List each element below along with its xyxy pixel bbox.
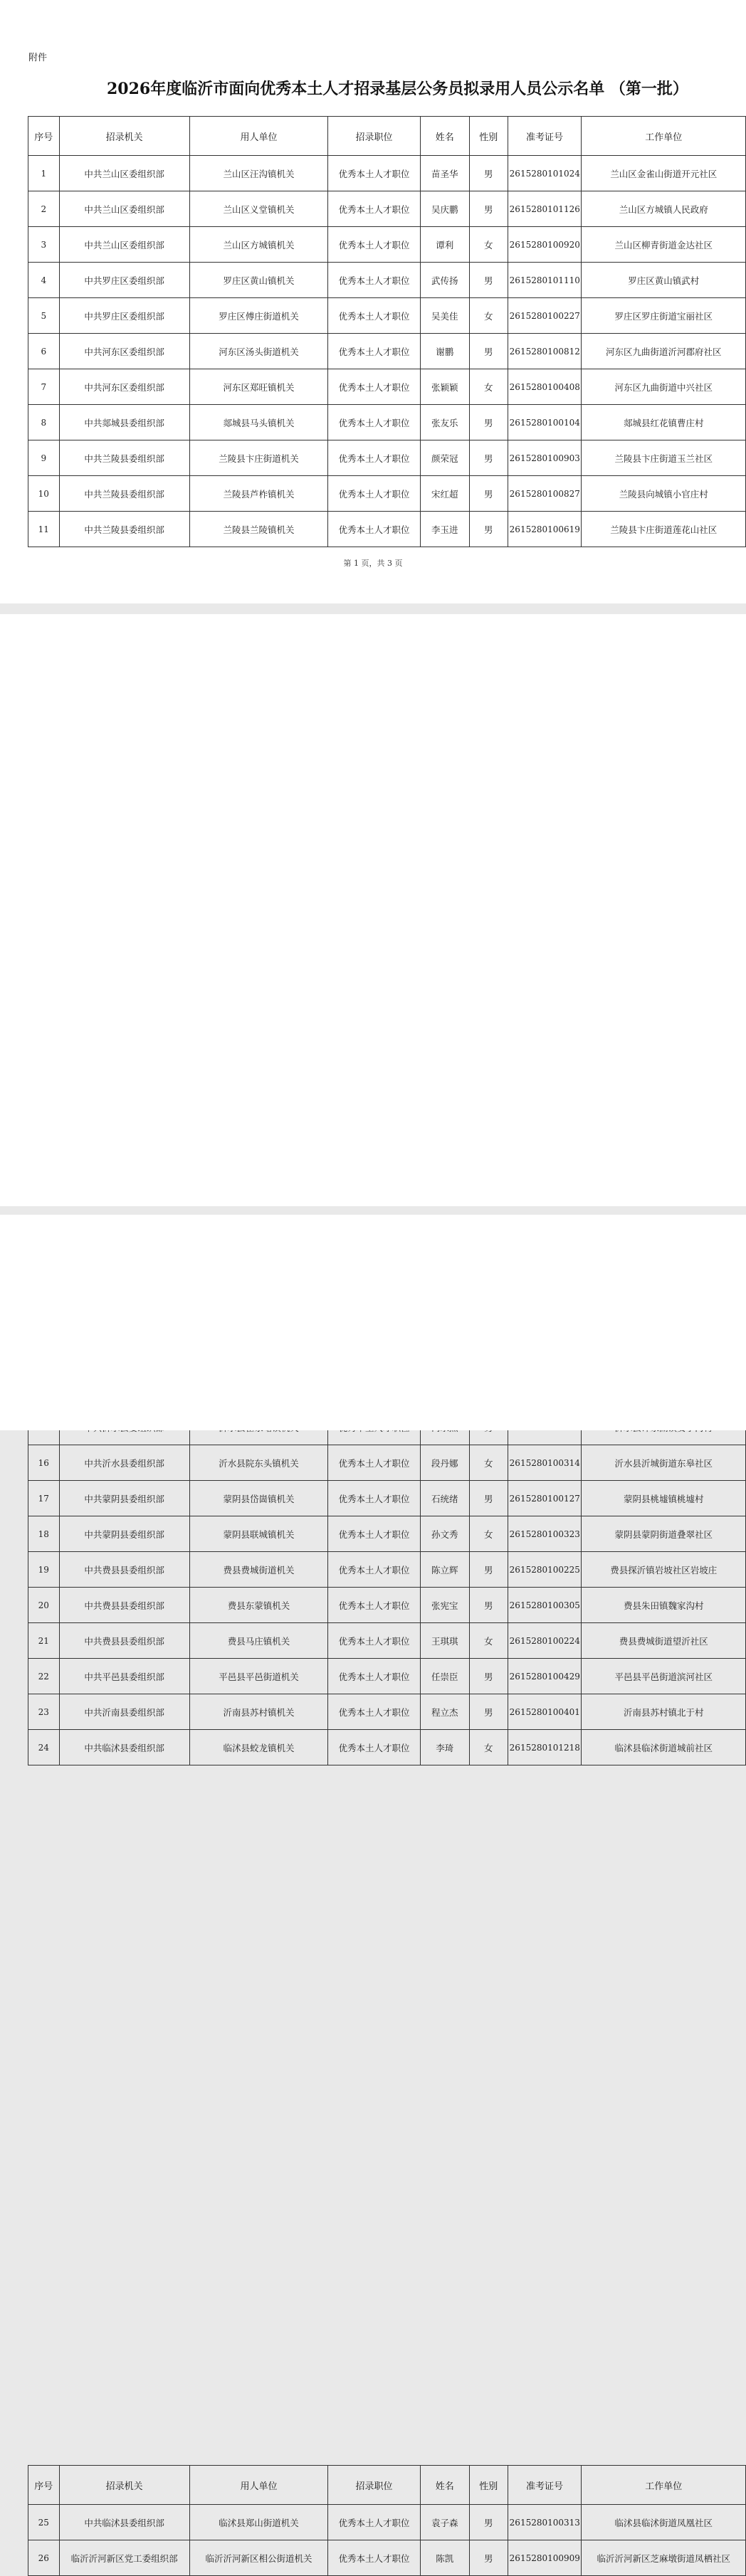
cell-name: 张宪宝 xyxy=(420,1588,469,1623)
cell-gender: 男 xyxy=(469,1659,508,1694)
header-recruiting-org: 招录机关 xyxy=(59,2466,189,2505)
cell-name: 李琦 xyxy=(420,1730,469,1765)
cell-employer: 兰山区方城镇机关 xyxy=(189,227,328,263)
cell-recruiting-org: 中共罗庄区委组织部 xyxy=(59,263,189,298)
cell-seq: 2 xyxy=(28,191,60,227)
cell-employer: 兰山区汪沟镇机关 xyxy=(189,156,328,191)
cell-exam-id: 2615280100920 xyxy=(508,227,582,263)
cell-gender: 女 xyxy=(469,227,508,263)
cell-recruiting-org: 中共蒙阴县委组织部 xyxy=(59,1481,189,1516)
cell-exam-id: 2615280100408 xyxy=(508,369,582,405)
cell-position: 优秀本土人才职位 xyxy=(328,1694,420,1730)
cell-exam-id: 2615280100619 xyxy=(508,512,582,547)
cell-work-unit: 临沭县临沭街道城前社区 xyxy=(582,1730,746,1765)
cell-position: 优秀本土人才职位 xyxy=(328,1552,420,1588)
cell-work-unit: 费县朱田镇魏家沟村 xyxy=(582,1588,746,1623)
cell-gender: 男 xyxy=(469,1588,508,1623)
cell-exam-id: 2615280100313 xyxy=(508,2505,582,2540)
table-row xyxy=(28,369,746,405)
cell-name: 谢鹏 xyxy=(420,334,469,369)
cell-gender: 男 xyxy=(469,476,508,512)
cell-exam-id: 2615280101218 xyxy=(508,1730,582,1765)
table-row xyxy=(28,227,746,263)
cell-recruiting-org: 中共沂水县委组织部 xyxy=(59,1445,189,1481)
cell-exam-id: 2615280100305 xyxy=(508,1588,582,1623)
header-name: 姓名 xyxy=(420,2466,469,2505)
cell-gender: 男 xyxy=(469,512,508,547)
cell-seq: 16 xyxy=(28,1445,60,1481)
cell-recruiting-org: 临沂沂河新区党工委组织部 xyxy=(59,2540,189,2576)
cell-employer: 河东区郑旺镇机关 xyxy=(189,369,328,405)
cell-gender: 女 xyxy=(469,1730,508,1765)
cell-exam-id: 2615280100127 xyxy=(508,1481,582,1516)
cell-seq: 24 xyxy=(28,1730,60,1765)
table-row xyxy=(28,191,746,227)
cell-employer: 罗庄区傅庄街道机关 xyxy=(189,298,328,334)
cell-recruiting-org: 中共平邑县委组织部 xyxy=(59,1659,189,1694)
cell-seq: 8 xyxy=(28,405,60,440)
header-gender: 性别 xyxy=(469,117,508,156)
table-row xyxy=(28,334,746,369)
cell-gender: 男 xyxy=(469,440,508,476)
cell-work-unit: 兰陵县向城镇小官庄村 xyxy=(582,476,746,512)
cell-name: 袁子森 xyxy=(420,2505,469,2540)
page-footer: 第 1 页，共 3 页 xyxy=(343,559,403,568)
cell-name: 程立杰 xyxy=(420,1694,469,1730)
cell-employer: 沂南县苏村镇机关 xyxy=(189,1694,328,1730)
cell-gender: 男 xyxy=(469,1694,508,1730)
cell-recruiting-org: 中共临沭县委组织部 xyxy=(59,2505,189,2540)
cell-employer: 河东区汤头街道机关 xyxy=(189,334,328,369)
cell-recruiting-org: 中共河东区委组织部 xyxy=(59,334,189,369)
cell-work-unit: 兰山区金雀山街道开元社区 xyxy=(582,156,746,191)
cell-name: 李玉进 xyxy=(420,512,469,547)
cell-employer: 费县费城街道机关 xyxy=(189,1552,328,1588)
cell-seq: 5 xyxy=(28,298,60,334)
header-employer: 用人单位 xyxy=(189,2466,328,2505)
cell-work-unit: 兰山区柳青街道金达社区 xyxy=(582,227,746,263)
cell-position: 优秀本土人才职位 xyxy=(328,2540,420,2576)
header-name: 姓名 xyxy=(420,117,469,156)
cell-seq: 1 xyxy=(28,156,60,191)
attachment-label: 附件 xyxy=(28,53,48,63)
cell-exam-id: 2615280100429 xyxy=(508,1659,582,1694)
cell-name: 谭利 xyxy=(420,227,469,263)
cell-name: 张友乐 xyxy=(420,405,469,440)
cell-name: 段丹娜 xyxy=(420,1445,469,1481)
cell-exam-id: 2615280100104 xyxy=(508,405,582,440)
cell-recruiting-org: 中共费县县委组织部 xyxy=(59,1588,189,1623)
cell-recruiting-org: 中共兰山区委组织部 xyxy=(59,227,189,263)
cell-exam-id: 2615280100812 xyxy=(508,334,582,369)
table-row xyxy=(28,1481,746,1516)
cell-gender: 男 xyxy=(469,334,508,369)
cell-employer: 兰陵县兰陵镇机关 xyxy=(189,512,328,547)
cell-name: 苗圣华 xyxy=(420,156,469,191)
table-row xyxy=(28,1730,746,1765)
table-header-row xyxy=(28,117,746,156)
header-work-unit: 工作单位 xyxy=(582,117,746,156)
cell-employer: 蒙阴县联城镇机关 xyxy=(189,1516,328,1552)
table-row xyxy=(28,405,746,440)
header-position: 招录职位 xyxy=(328,2466,420,2505)
cell-exam-id: 2615280100224 xyxy=(508,1623,582,1659)
cell-seq: 7 xyxy=(28,369,60,405)
cell-seq: 21 xyxy=(28,1623,60,1659)
header-employer: 用人单位 xyxy=(189,117,328,156)
cell-name: 吴美佳 xyxy=(420,298,469,334)
table-header-row xyxy=(28,2466,746,2505)
cell-name: 张颖颖 xyxy=(420,369,469,405)
cell-seq: 22 xyxy=(28,1659,60,1694)
cell-employer: 临沭县郑山街道机关 xyxy=(189,2505,328,2540)
cell-employer: 兰山区义堂镇机关 xyxy=(189,191,328,227)
cell-employer: 平邑县平邑街道机关 xyxy=(189,1659,328,1694)
cell-name: 王琪琪 xyxy=(420,1623,469,1659)
cell-work-unit: 郯城县红花镇曹庄村 xyxy=(582,405,746,440)
cell-gender: 女 xyxy=(469,1516,508,1552)
cell-gender: 男 xyxy=(469,191,508,227)
cell-recruiting-org: 中共费县县委组织部 xyxy=(59,1552,189,1588)
cell-position: 优秀本土人才职位 xyxy=(328,191,420,227)
cell-work-unit: 蒙阴县蒙阴街道叠翠社区 xyxy=(582,1516,746,1552)
document-page-2 xyxy=(0,614,746,1753)
cell-work-unit: 平邑县平邑街道滨河社区 xyxy=(582,1659,746,1694)
cell-work-unit: 兰山区方城镇人民政府 xyxy=(582,191,746,227)
cell-recruiting-org: 中共临沭县委组织部 xyxy=(59,1730,189,1765)
cell-recruiting-org: 中共河东区委组织部 xyxy=(59,369,189,405)
cell-exam-id: 2615280100323 xyxy=(508,1516,582,1552)
cell-seq: 26 xyxy=(28,2540,60,2576)
cell-seq: 11 xyxy=(28,512,60,547)
cell-name: 陈立辉 xyxy=(420,1552,469,1588)
cell-seq: 19 xyxy=(28,1552,60,1588)
cell-recruiting-org: 中共兰陵县委组织部 xyxy=(59,512,189,547)
table-row xyxy=(28,1623,746,1659)
cell-employer: 临沂沂河新区相公街道机关 xyxy=(189,2540,328,2576)
cell-work-unit: 临沂沂河新区芝麻墩街道凤栖社区 xyxy=(582,2540,746,2576)
cell-gender: 男 xyxy=(469,2540,508,2576)
cell-gender: 女 xyxy=(469,298,508,334)
cell-employer: 临沭县蛟龙镇机关 xyxy=(189,1730,328,1765)
cell-position: 优秀本土人才职位 xyxy=(328,263,420,298)
header-exam-id: 准考证号 xyxy=(508,117,582,156)
cell-exam-id: 2615280101126 xyxy=(508,191,582,227)
roster-table-page-3 xyxy=(28,2465,746,2576)
cell-position: 优秀本土人才职位 xyxy=(328,227,420,263)
document-page-1 xyxy=(0,0,746,603)
table-row xyxy=(28,1516,746,1552)
cell-position: 优秀本土人才职位 xyxy=(328,1445,420,1481)
cell-employer: 郯城县马头镇机关 xyxy=(189,405,328,440)
cell-work-unit: 蒙阴县桃墟镇桃墟村 xyxy=(582,1481,746,1516)
cell-position: 优秀本土人才职位 xyxy=(328,476,420,512)
header-position: 招录职位 xyxy=(328,117,420,156)
cell-seq: 6 xyxy=(28,334,60,369)
cell-seq: 25 xyxy=(28,2505,60,2540)
cell-position: 优秀本土人才职位 xyxy=(328,405,420,440)
cell-gender: 男 xyxy=(469,156,508,191)
table-row xyxy=(28,2505,746,2540)
cell-gender: 男 xyxy=(469,2505,508,2540)
cell-recruiting-org: 中共兰陵县委组织部 xyxy=(59,476,189,512)
cell-work-unit: 兰陵县卞庄街道玉兰社区 xyxy=(582,440,746,476)
cell-work-unit: 罗庄区罗庄街道宝丽社区 xyxy=(582,298,746,334)
cell-employer: 兰陵县卞庄街道机关 xyxy=(189,440,328,476)
cell-gender: 女 xyxy=(469,1445,508,1481)
cell-name: 石统绪 xyxy=(420,1481,469,1516)
roster-table-page-1 xyxy=(28,116,746,547)
cell-work-unit: 沂南县苏村镇北于村 xyxy=(582,1694,746,1730)
cell-gender: 女 xyxy=(469,369,508,405)
cell-recruiting-org: 中共兰山区委组织部 xyxy=(59,156,189,191)
cell-position: 优秀本土人才职位 xyxy=(328,2505,420,2540)
cell-position: 优秀本土人才职位 xyxy=(328,298,420,334)
cell-name: 任崇臣 xyxy=(420,1659,469,1694)
cell-position: 优秀本土人才职位 xyxy=(328,1659,420,1694)
cell-position: 优秀本土人才职位 xyxy=(328,156,420,191)
cell-exam-id: 2615280100909 xyxy=(508,2540,582,2576)
cell-employer: 蒙阴县岱崮镇机关 xyxy=(189,1481,328,1516)
header-seq: 序号 xyxy=(28,117,60,156)
cell-position: 优秀本土人才职位 xyxy=(328,1588,420,1623)
table-row xyxy=(28,440,746,476)
cell-work-unit: 临沭县临沭街道凤凰社区 xyxy=(582,2505,746,2540)
cell-seq: 10 xyxy=(28,476,60,512)
cell-recruiting-org: 中共费县县委组织部 xyxy=(59,1623,189,1659)
cell-name: 宋红超 xyxy=(420,476,469,512)
header-recruiting-org: 招录机关 xyxy=(59,117,189,156)
table-row xyxy=(28,1694,746,1730)
table-row xyxy=(28,156,746,191)
cell-seq: 9 xyxy=(28,440,60,476)
cell-recruiting-org: 中共沂南县委组织部 xyxy=(59,1694,189,1730)
cell-position: 优秀本土人才职位 xyxy=(328,1516,420,1552)
table-row xyxy=(28,2540,746,2576)
cell-position: 优秀本土人才职位 xyxy=(328,369,420,405)
cell-seq: 3 xyxy=(28,227,60,263)
cell-employer: 费县马庄镇机关 xyxy=(189,1623,328,1659)
cell-name: 吴庆鹏 xyxy=(420,191,469,227)
cell-name: 孙文秀 xyxy=(420,1516,469,1552)
cell-seq: 18 xyxy=(28,1516,60,1552)
cell-position: 优秀本土人才职位 xyxy=(328,1730,420,1765)
cell-recruiting-org: 中共蒙阴县委组织部 xyxy=(59,1516,189,1552)
cell-recruiting-org: 中共郯城县委组织部 xyxy=(59,405,189,440)
cell-work-unit: 罗庄区黄山镇武村 xyxy=(582,263,746,298)
cell-work-unit: 兰陵县卞庄街道莲花山社区 xyxy=(582,512,746,547)
cell-recruiting-org: 中共罗庄区委组织部 xyxy=(59,298,189,334)
cell-seq: 23 xyxy=(28,1694,60,1730)
cell-exam-id: 2615280100314 xyxy=(508,1445,582,1481)
table-row xyxy=(28,512,746,547)
header-gender: 性别 xyxy=(469,2466,508,2505)
table-row xyxy=(28,1552,746,1588)
cell-exam-id: 2615280100903 xyxy=(508,440,582,476)
cell-position: 优秀本土人才职位 xyxy=(328,440,420,476)
cell-work-unit: 河东区九曲街道沂河郡府社区 xyxy=(582,334,746,369)
table-row xyxy=(28,1659,746,1694)
cell-gender: 男 xyxy=(469,405,508,440)
cell-recruiting-org: 中共兰山区委组织部 xyxy=(59,191,189,227)
cell-name: 陈凯 xyxy=(420,2540,469,2576)
table-row xyxy=(28,1588,746,1623)
cell-employer: 兰陵县芦柞镇机关 xyxy=(189,476,328,512)
cell-work-unit: 沂水县沂城街道东皋社区 xyxy=(582,1445,746,1481)
cell-employer: 沂水县院东头镇机关 xyxy=(189,1445,328,1481)
header-work-unit: 工作单位 xyxy=(582,2466,746,2505)
cell-position: 优秀本土人才职位 xyxy=(328,1481,420,1516)
header-seq: 序号 xyxy=(28,2466,60,2505)
header-exam-id: 准考证号 xyxy=(508,2466,582,2505)
table-row xyxy=(28,476,746,512)
document-title: 2026年度临沂市面向优秀本土人才招录基层公务员拟录用人员公示名单 （第一批） xyxy=(107,80,688,98)
cell-exam-id: 2615280100401 xyxy=(508,1694,582,1730)
cell-exam-id: 2615280100227 xyxy=(508,298,582,334)
cell-seq: 4 xyxy=(28,263,60,298)
cell-exam-id: 2615280100225 xyxy=(508,1552,582,1588)
cell-work-unit: 费县费城街道望沂社区 xyxy=(582,1623,746,1659)
cell-seq: 20 xyxy=(28,1588,60,1623)
cell-position: 优秀本土人才职位 xyxy=(328,334,420,369)
cell-position: 优秀本土人才职位 xyxy=(328,1623,420,1659)
cell-gender: 男 xyxy=(469,263,508,298)
cell-recruiting-org: 中共兰陵县委组织部 xyxy=(59,440,189,476)
cell-employer: 费县东蒙镇机关 xyxy=(189,1588,328,1623)
cell-name: 颜荣冠 xyxy=(420,440,469,476)
cell-name: 武传扬 xyxy=(420,263,469,298)
cell-gender: 男 xyxy=(469,1552,508,1588)
cell-exam-id: 2615280101024 xyxy=(508,156,582,191)
cell-exam-id: 2615280101110 xyxy=(508,263,582,298)
cell-seq: 17 xyxy=(28,1481,60,1516)
cell-work-unit: 河东区九曲街道中兴社区 xyxy=(582,369,746,405)
table-row xyxy=(28,298,746,334)
cell-employer: 罗庄区黄山镇机关 xyxy=(189,263,328,298)
cell-work-unit: 费县探沂镇岩坡社区岩坡庄 xyxy=(582,1552,746,1588)
cell-exam-id: 2615280100827 xyxy=(508,476,582,512)
cell-position: 优秀本土人才职位 xyxy=(328,512,420,547)
cell-gender: 男 xyxy=(469,1481,508,1516)
cell-gender: 女 xyxy=(469,1623,508,1659)
table-row xyxy=(28,1445,746,1481)
table-row xyxy=(28,263,746,298)
